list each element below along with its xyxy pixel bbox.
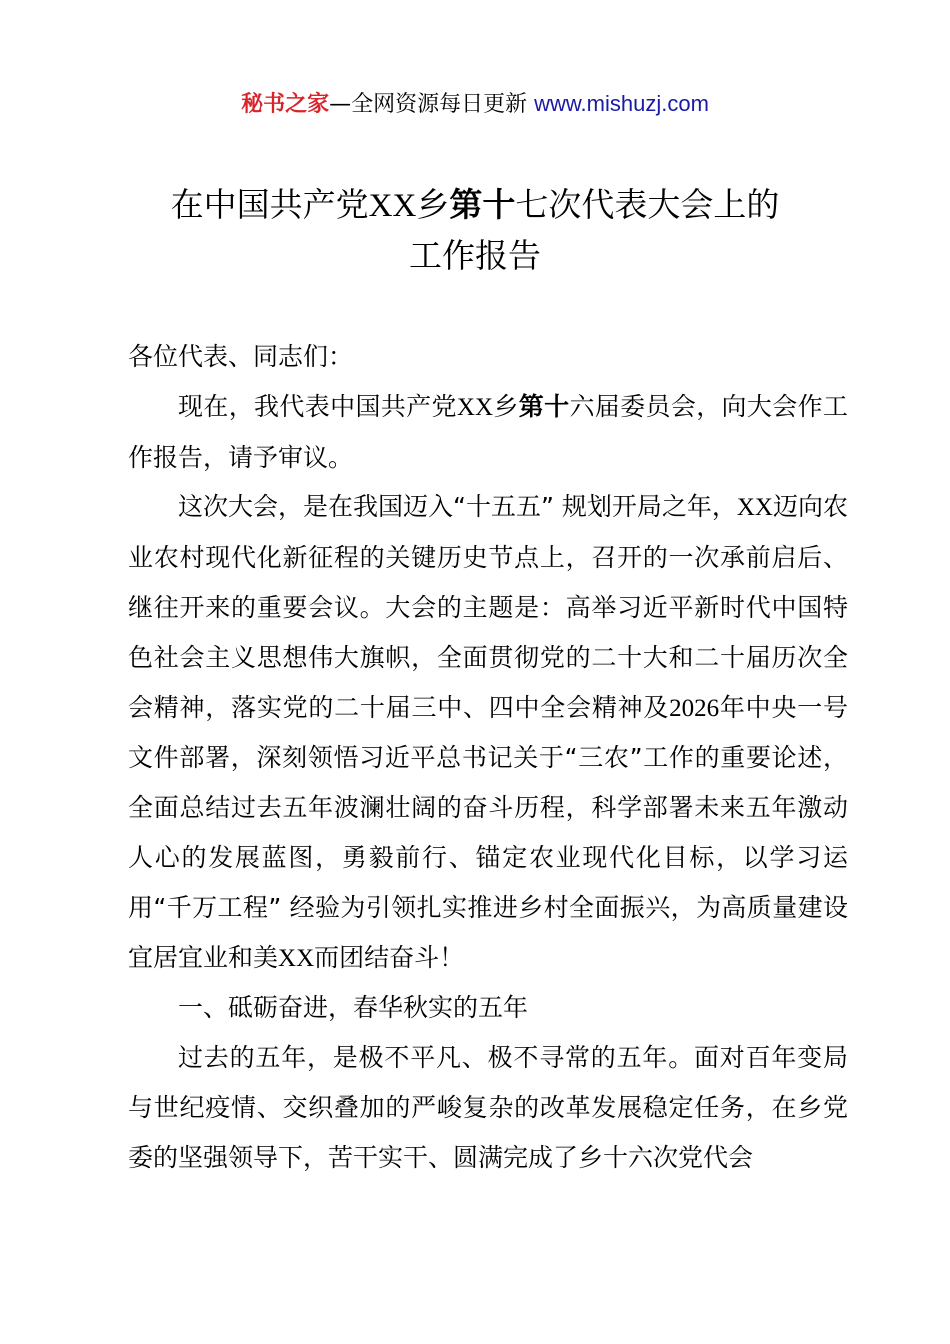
paragraph-1 bbox=[128, 382, 848, 483]
paragraph-text: XX bbox=[278, 944, 315, 972]
title-line-1 bbox=[60, 180, 890, 231]
paragraph-text: 六届委员会，向大会作工作报告，请予审议。 bbox=[128, 391, 848, 472]
salutation: 各位代表、同志们： bbox=[128, 342, 354, 371]
site-url-link[interactable]: www.mishuzj.com bbox=[534, 91, 709, 116]
paragraph-text: 2026 bbox=[669, 694, 720, 722]
header-tagline: —全网资源每日更新 bbox=[329, 92, 528, 117]
paragraph-text: XX bbox=[736, 494, 773, 522]
paragraph-text-bold: 第十 bbox=[518, 391, 570, 421]
site-header bbox=[0, 88, 950, 121]
paragraph-text: 现在，我代表中国共产党 bbox=[178, 391, 457, 421]
section-heading-1: 一、砥砺奋进，春华秋实的五年 bbox=[178, 993, 529, 1023]
paragraph-text: 乡 bbox=[493, 391, 519, 421]
paragraph-text: 这次大会，是在我国迈入“十五五” 规划开局之年， bbox=[178, 492, 737, 522]
paragraph-text: 而团结奋斗！ bbox=[314, 942, 465, 972]
title-line-2: 工作报告 bbox=[409, 236, 541, 275]
brand-name: 秘书之家 bbox=[241, 92, 330, 117]
document-title bbox=[60, 180, 890, 281]
paragraph-3: 过去的五年，是极不平凡、极不寻常的五年。面对百年变局与世纪疫情、交织叠加的严峻复杂的改革发展稳定任务，在乡党委的坚强领导下，苦干实干、圆满完成了乡十六次党代会 bbox=[128, 1043, 848, 1172]
title-text: 七次代表大会上的 bbox=[515, 185, 780, 224]
paragraph-text: XX bbox=[456, 393, 493, 421]
paragraph-2 bbox=[128, 482, 848, 983]
paragraph-text: 迈向农业农村现代化新征程的关键历史节点上，召开的一次承前启后、继往开来的重要会议。大会的主题是：高举习近平新时代中国特色社会主义思想伟大旗帜，全面贯彻党的二十大和二十届历次全会精神，落实党的二十届三中、四中全会精神及 bbox=[128, 492, 848, 722]
title-text: 乡 bbox=[416, 185, 450, 224]
title-text: XX bbox=[368, 188, 417, 224]
paragraph-text: 年中央一号文件部署，深刻领悟习近平总书记关于“三农”工作的重要论述，全面总结过去五年波澜壮阔的奋斗历程，科学部署未来五年激动人心的发展蓝图，勇毅前行、锚定农业现代化目标，以学习运用“千万工程” 经验为引领扎实推进乡村全面振兴，为高质量建设宜居宜业和美 bbox=[128, 692, 848, 972]
document-body bbox=[128, 332, 848, 1183]
title-text: 在中国共产党 bbox=[170, 185, 369, 224]
title-text-bold: 第十 bbox=[449, 185, 516, 224]
